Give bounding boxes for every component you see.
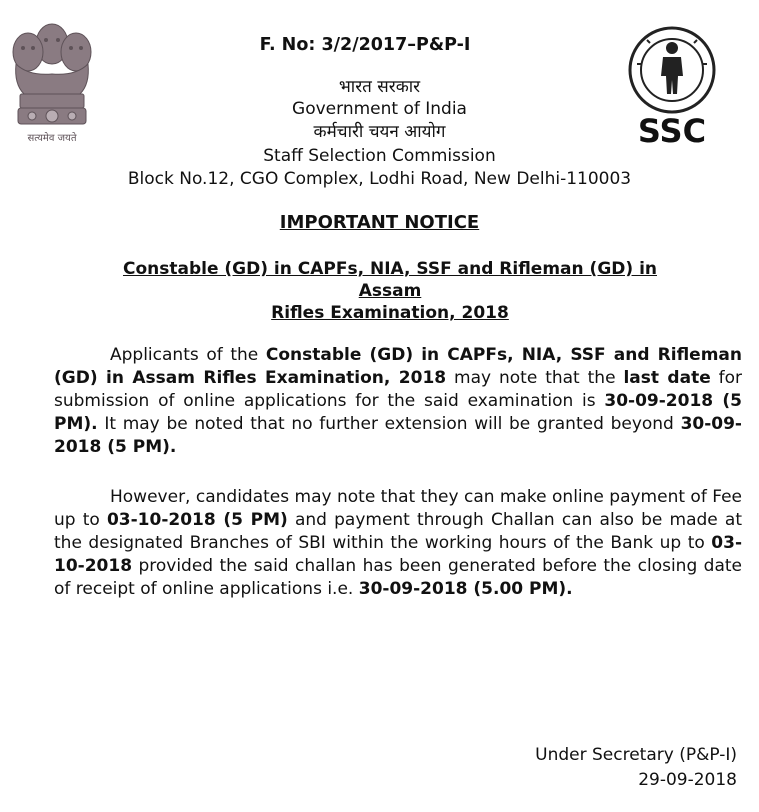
office-address: Block No.12, CGO Complex, Lodhi Road, New Delhi-110003 — [127, 169, 632, 189]
subject-line-2: Rifles Examination, 2018 — [271, 303, 509, 323]
para1-text-3: for submission of online applications for the said examination is — [54, 368, 743, 411]
government-english: Government of India — [292, 99, 467, 119]
notice-subject — [90, 258, 690, 324]
para2-text-2: and payment through Challan can also be made at the designated Branches of SBI within the working hours of the Bank up to — [54, 510, 742, 553]
commission-hindi: कर्मचारी चयन आयोग — [313, 122, 446, 142]
exam-name: Constable (GD) in CAPFs, NIA, SSF and Rifleman (GD) in Assam Rifles Examination, 2018 — [54, 345, 742, 388]
ssc-logo-text: SSC — [637, 112, 707, 148]
para2-text-1: However, candidates may note that they can make online payment of Fee up to — [54, 487, 742, 530]
online-fee-date: 03-10-2018 (5 PM) — [106, 510, 288, 530]
signatory-designation: Under Secretary (P&P-I) — [535, 745, 737, 765]
challan-date: 03-10-2018 — [54, 533, 742, 576]
notice-title: IMPORTANT NOTICE — [279, 212, 480, 233]
subject-line-1: Constable (GD) in CAPFs, NIA, SSF and Rifleman (GD) in Assam — [122, 259, 657, 301]
emblem-motto: सत्यमेव जयते — [27, 133, 77, 144]
paragraph-last-date — [54, 344, 742, 459]
paragraph-fee-payment — [54, 486, 742, 601]
last-date-value: 30-09-2018 (5 PM). — [54, 391, 742, 434]
closing-date: 30-09-2018 (5.00 PM). — [358, 579, 573, 599]
notice-date: 29-09-2018 — [638, 770, 737, 790]
commission-english: Staff Selection Commission — [263, 146, 496, 166]
government-hindi: भारत सरकार — [338, 77, 421, 97]
last-date-label: last date — [623, 368, 711, 388]
file-number: F. No: 3/2/2017–P&P-I — [259, 35, 471, 55]
para1-text-2: may note that the — [446, 368, 624, 388]
para1-text-4: It may be noted that no further extension will be granted beyond — [97, 414, 681, 434]
para2-text-3: provided the said challan has been generated before the closing date of receipt of online applications i.e. — [54, 556, 742, 599]
para1-text-1: Applicants of the — [110, 345, 266, 365]
extension-date-value: 30-09-2018 (5 PM). — [54, 414, 742, 457]
